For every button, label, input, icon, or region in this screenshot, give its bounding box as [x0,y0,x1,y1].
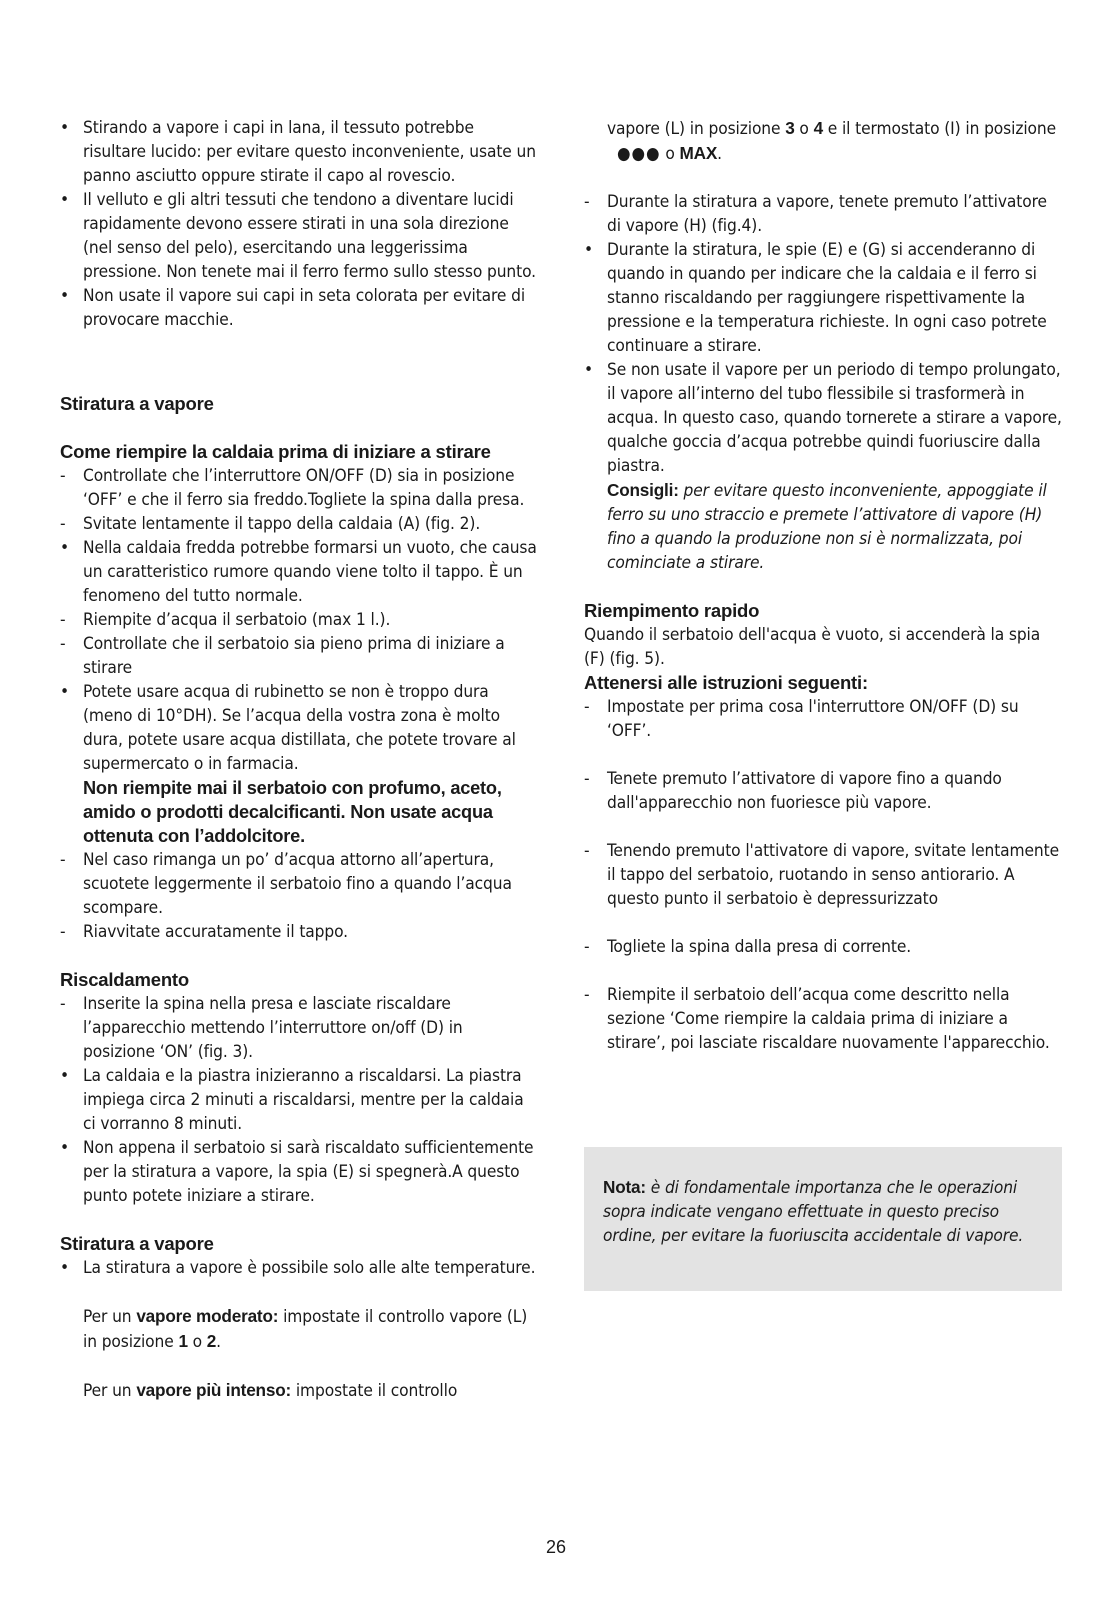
tip-paragraph [584,478,1064,575]
list-marker: - [60,514,66,534]
list-item-text: Impostate per prima cosa l'interruttore ON/OFF (D) su ‘OFF’. [607,697,1019,741]
moderate-value-2: 2 [206,1331,217,1351]
list-item [60,920,538,944]
list-marker: - [60,850,66,870]
heading-steam-ironing: Stiratura a vapore [60,393,214,414]
list-marker: • [60,1066,70,1086]
list-item [584,358,1064,478]
moderate-text: impostate il controllo vapore (L) in posizione [83,1307,528,1352]
list-item [60,632,538,680]
list-item [584,695,1064,743]
list-item-text: Nella caldaia fredda potrebbe formarsi un vuoto, che causa un caratteristico rumore quando viene tolto il tappo. È un fenomeno del tutto normale. [83,538,537,606]
intense-label: vapore più intenso: [136,1380,292,1400]
list-marker: - [60,634,66,654]
intense-cont: vapore (L) in posizione [607,119,781,139]
intense-thermostat: e il termostato (I) in posizione [827,119,1057,139]
list-marker: • [60,538,70,558]
fill-list [60,464,538,776]
intense-or: o [799,119,809,139]
list-item-text: Riempite d’acqua il serbatoio (max 1 l.). [83,610,391,630]
list-item [60,1136,538,1208]
list-item [584,238,1064,358]
intense-steam-continued [584,116,1064,166]
list-item-text: Togliete la spina dalla presa di corrente. [607,937,912,957]
list-item [584,767,1064,815]
left-column [60,116,538,1403]
list-item [60,1064,538,1136]
list-item-text: Durante la stiratura a vapore, tenete premuto l’attivatore di vapore (H) (fig.4). [607,192,1047,236]
list-item-text: Tenendo premuto l'attivatore di vapore, svitate lentamente il tappo del serbatoio, ruotando in senso antiorario. A questo punto il serbatoio è depressurizzato [607,841,1059,909]
bullet-marker: • [60,118,70,138]
moderate-steam-paragraph [60,1304,538,1354]
intense-value-2: 4 [813,118,823,138]
list-marker: - [60,466,66,486]
quick-subheading: Attenersi alle istruzioni seguenti: [584,672,868,693]
list-item-text: La caldaia e la piastra inizieranno a riscaldarsi. La piastra impiega circa 2 minuti a riscaldarsi, mentre per la caldaia ci vorranno 8 minuti. [83,1066,524,1134]
intense-max: MAX [679,143,718,163]
list-item-text: Tenete premuto l’attivatore di vapore fino a quando dall'apparecchio non fuoriesce più vapore. [607,769,1002,813]
heading-steam-ironing-2: Stiratura a vapore [60,1233,214,1254]
fill-warning: Non riempite mai il serbatoio con profumo, aceto, amido o prodotti decalcificanti. Non usate acqua ottenuta con l’addolcitore. [83,778,502,846]
list-marker: - [584,841,590,861]
list-item-text: Durante la stiratura, le spie (E) e (G) si accenderanno di quando in quando per indicare che la caldaia e il ferro si stanno riscaldando per raggiungere rispettivamente la pressione e la temperatura richieste. In ogni caso potrete continuare a stirare. [607,240,1047,356]
note-box [584,1147,1062,1291]
tip-label: Consigli: [607,480,679,500]
bullet-text: Stirando a vapore i capi in lana, il tessuto potrebbe risultare lucido: per evitare questo inconveniente, usate un panno asciutto oppure stirate il capo al rovescio. [83,118,536,186]
note-paragraph [603,1175,1043,1248]
bullet-wool [60,116,538,188]
list-item [60,608,538,632]
tip-text: per evitare questo inconveniente, appoggiate il ferro su uno straccio e premete l’attivatore di vapore (H) fino a quando la produzione non si è normalizzata, poi cominciate a stirare. [607,481,1047,573]
list-marker: • [60,1138,70,1158]
list-item [584,839,1064,911]
moderate-prefix: Per un [83,1307,132,1327]
list-item-text: Inserite la spina nella presa e lasciate riscaldare l’apparecchio mettendo l’interruttore on/off (D) in posizione ‘ON’ (fig. 3). [83,994,463,1062]
list-marker: • [584,360,594,380]
bullet-text: Non usate il vapore sui capi in seta colorata per evitare di provocare macchie. [83,286,526,330]
list-marker: - [584,192,590,212]
list-marker: • [584,240,594,260]
right-column [584,116,1064,1055]
list-marker: - [584,937,590,957]
list-item [60,536,538,608]
list-item-text: Riempite il serbatoio dell’acqua come descritto nella sezione ‘Come riempire la caldaia prima di iniziare a stirare’, poi lasciate riscaldare nuovamente l'apparecchio. [607,985,1050,1053]
heading-fill-boiler: Come riempire la caldaia prima di iniziare a stirare [60,441,491,462]
list-marker: - [584,769,590,789]
moderate-end: . [216,1332,221,1352]
bullet-marker: • [60,190,70,210]
list-marker: - [60,610,66,630]
list-marker: • [60,682,70,702]
heading-heating: Riscaldamento [60,969,189,990]
list-item [60,848,538,920]
bullet-text: Il velluto e gli altri tessuti che tendono a diventare lucidi rapidamente devono essere stirati in una sola direzione (nel senso del pelo), esercitando una leggerissima pressione. Non tenete mai il ferro fermo sullo stesso punto. [83,190,536,282]
list-marker: - [60,994,66,1014]
quick-intro: Quando il serbatoio dell'acqua è vuoto, si accenderà la spia (F) (fig. 5). [584,625,1041,669]
intense-end: . [717,144,722,164]
list-item [60,992,538,1064]
intense-value-1: 3 [785,118,795,138]
list-item [584,983,1064,1055]
quick-list [584,695,1064,1055]
heading-quick-fill: Riempimento rapido [584,600,760,621]
list-marker: - [584,985,590,1005]
intense-steam-paragraph [60,1378,538,1403]
bullet-marker: • [60,1258,70,1278]
list-item-text: Controllate che il serbatoio sia pieno prima di iniziare a stirare [83,634,505,678]
bullet-high-temp [60,1256,538,1280]
moderate-value-1: 1 [178,1331,188,1351]
list-item [60,680,538,776]
bullet-text: La stiratura a vapore è possibile solo alle alte temperature. [83,1258,536,1278]
list-item-text: Controllate che l’interruttore ON/OFF (D) sia in posizione ‘OFF’ e che il ferro sia freddo.Togliete la spina dalla presa. [83,466,525,510]
list-item [60,512,538,536]
list-item-text: Non appena il serbatoio si sarà riscaldato sufficientemente per la stiratura a vapore, la spia (E) si spegnerà.A questo punto potete iniziare a stirare. [83,1138,534,1206]
steam-list [584,190,1064,478]
list-item-text: Svitate lentamente il tappo della caldaia (A) (fig. 2). [83,514,481,534]
moderate-label: vapore moderato: [136,1306,279,1326]
bullet-marker: • [60,286,70,306]
heating-list [60,992,538,1208]
note-text: è di fondamentale importanza che le operazioni sopra indicate vengano effettuate in questo preciso ordine, per evitare la fuoriuscita accidentale di vapore. [603,1178,1024,1246]
fill-list-2 [60,848,538,944]
page-number: 26 [545,1537,567,1557]
list-marker: - [60,922,66,942]
list-item [584,190,1064,238]
list-item-text: Potete usare acqua di rubinetto se non è troppo dura (meno di 10°DH). Se l’acqua della vostra zona è molto dura, potete usare acqua distillata, che potete trovare al supermercato o in farmacia. [83,682,516,774]
three-dots-icon: ●●● [617,144,661,164]
intense-or-2: o [665,144,675,164]
bullet-velvet [60,188,538,284]
list-marker: - [584,697,590,717]
list-item-text: Riavvitate accuratamente il tappo. [83,922,348,942]
list-item-text: Se non usate il vapore per un periodo di tempo prolungato, il vapore all’interno del tubo flessibile si trasformerà in acqua. In questo caso, quando tornerete a stirare a vapore, qualche goccia d’acqua potrebbe quindi fuoriuscire dalla piastra. [607,360,1062,476]
intense-prefix: Per un [83,1381,132,1401]
moderate-or: o [192,1332,202,1352]
list-item [584,935,1064,959]
list-item-text: Nel caso rimanga un po’ d’acqua attorno all’apertura, scuotete leggermente il serbatoio fino a quando l’acqua scompare. [83,850,512,918]
list-item [60,464,538,512]
intense-text: impostate il controllo [295,1381,458,1401]
note-label: Nota: [603,1177,646,1197]
bullet-silk [60,284,538,332]
